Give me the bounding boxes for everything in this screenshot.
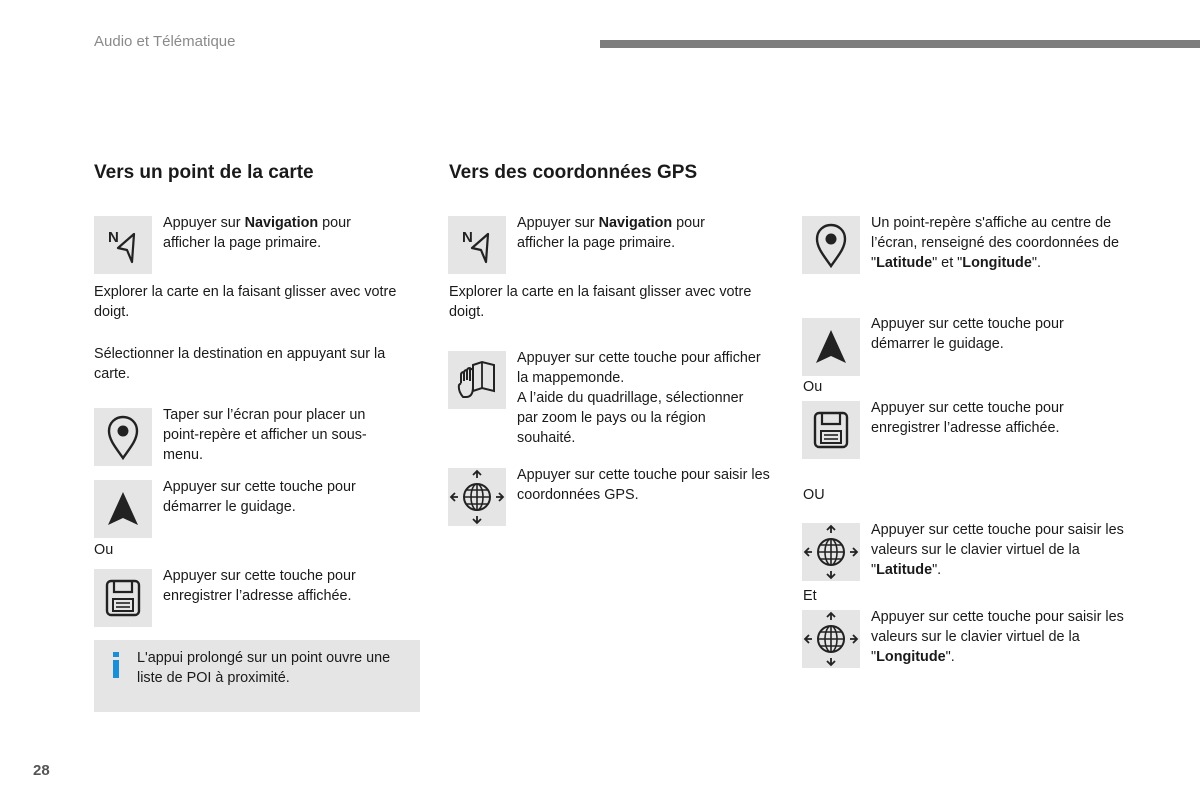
right-longitude-text: Appuyer sur cette touche pour saisir les valeurs sur le clavier virtuel de la "Longitude". [871, 609, 1124, 665]
right-latitude-text: Appuyer sur cette touche pour saisir les valeurs sur le clavier virtuel de la "Latitude". [871, 522, 1124, 578]
right-marker-text: Un point-repère s'affiche au centre de l’écran, renseigné des coordonnées de "Latitude" et "Longitude". [871, 215, 1120, 271]
right-and-label: Et [803, 588, 817, 604]
guidance-arrow-icon [802, 318, 860, 376]
left-explore-text: Explorer la carte en la faisant glisser avec votre doigt. [94, 284, 397, 320]
save-icon [94, 569, 152, 627]
header-bar [600, 40, 1200, 48]
right-or-label: Ou [803, 379, 823, 395]
info-text: L'appui prolongé sur un point ouvre une liste de POI à proximité. [137, 650, 391, 686]
left-column-title: Vers un point de la carte [94, 162, 314, 183]
left-or-label: Ou [94, 542, 114, 558]
middle-world-map-text: Appuyer sur cette touche pour afficher la mappemonde. [517, 350, 761, 386]
page-number: 28 [33, 762, 50, 779]
middle-column-title: Vers des coordonnées GPS [449, 162, 698, 183]
right-or-upper-label: OU [803, 487, 825, 503]
left-save-address-text: Appuyer sur cette touche pour enregistrer l’adresse affichée. [163, 568, 356, 604]
middle-explore-text: Explorer la carte en la faisant glisser avec votre doigt. [449, 284, 752, 320]
map-pin-icon [94, 408, 152, 466]
globe-target-icon [802, 523, 860, 581]
middle-grid-select-text: A l’aide du quadrillage, sélectionner par zoom le pays ou la région souhaité. [517, 390, 744, 446]
left-select-text: Sélectionner la destination en appuyant sur la carte. [94, 346, 386, 382]
left-tap-marker-text: Taper sur l’écran pour placer un point-repère et afficher un sous-menu. [163, 407, 367, 463]
globe-target-icon [448, 468, 506, 526]
world-map-icon [448, 351, 506, 409]
navigation-icon [448, 216, 506, 274]
right-start-guidance-text: Appuyer sur cette touche pour démarrer le guidage. [871, 316, 1064, 352]
left-navigation-text: Appuyer sur Navigation pour afficher la page primaire. [163, 215, 351, 251]
header-title: Audio et Télématique [94, 33, 236, 50]
map-pin-icon [802, 216, 860, 274]
info-note [94, 640, 420, 712]
left-start-guidance-text: Appuyer sur cette touche pour démarrer le guidage. [163, 479, 356, 515]
middle-enter-gps-text: Appuyer sur cette touche pour saisir les coordonnées GPS. [517, 467, 770, 503]
globe-target-icon [802, 610, 860, 668]
middle-navigation-text: Appuyer sur Navigation pour afficher la page primaire. [517, 215, 705, 251]
guidance-arrow-icon [94, 480, 152, 538]
right-save-address-text: Appuyer sur cette touche pour enregistrer l’adresse affichée. [871, 400, 1064, 436]
info-icon [111, 652, 121, 678]
save-icon [802, 401, 860, 459]
navigation-icon [94, 216, 152, 274]
